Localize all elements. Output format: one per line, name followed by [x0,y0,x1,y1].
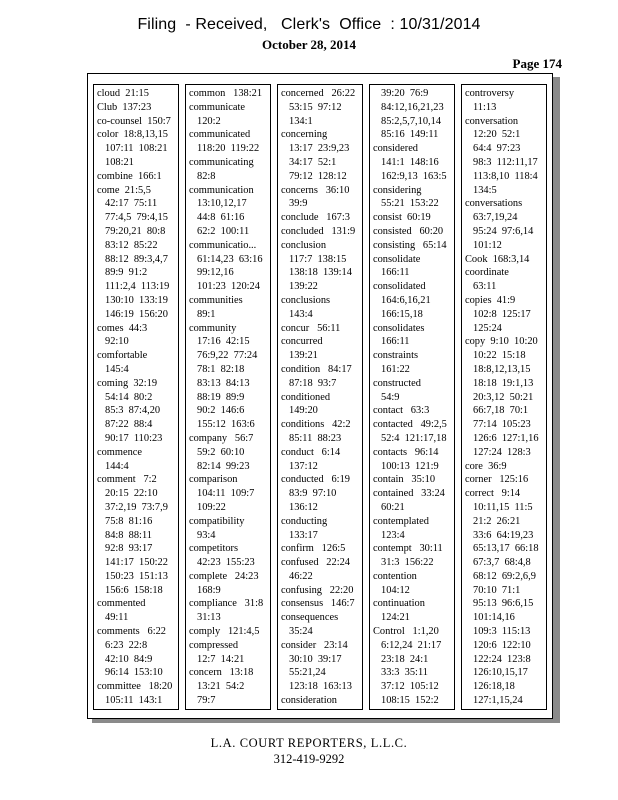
index-entry: consideration [281,695,337,707]
index-subentry: 65:13,17 66:18 [473,543,539,555]
index-entry: comes 44:3 [97,322,148,334]
index-subentry: 120:2 [197,115,221,127]
index-entry: conversations [465,198,523,210]
index-entry: consolidated [373,281,426,293]
index-subentry: 79:7 [197,695,216,707]
index-subentry: 55:21,24 [289,667,326,679]
index-entry: considered [373,143,419,155]
index-subentry: 133:17 [289,529,318,541]
index-subentry: 49:11 [105,612,129,624]
index-subentry: 143:4 [289,308,313,320]
index-entry: contacts 96:14 [373,446,439,458]
index-subentry: 12:7 14:21 [197,653,245,665]
index-entry: consensus 146:7 [281,598,355,610]
index-entry: Club 137:23 [97,101,152,113]
index-column-1 [93,84,179,710]
index-subentry: 54:9 [381,391,400,403]
index-subentry: 61:14,23 63:16 [197,253,263,265]
index-subentry: 68:12 69:2,6,9 [473,570,536,582]
index-subentry: 63:7,19,24 [473,212,518,224]
index-subentry: 46:22 [289,570,313,582]
index-subentry: 145:4 [105,363,129,375]
index-subentry: 67:3,7 68:4,8 [473,557,531,569]
index-entry: coming 32:19 [97,377,158,389]
index-subentry: 124:21 [381,612,410,624]
index-entry: conditioned [281,391,331,403]
index-entry: conducted 6:19 [281,474,350,486]
index-subentry: 123:18 163:13 [289,681,352,693]
index-subentry: 77:4,5 79:4,15 [105,212,168,224]
index-entry: communities [189,294,243,306]
index-entry: contained 33:24 [373,488,445,500]
index-subentry: 87:22 88:4 [105,419,153,431]
index-subentry: 96:14 153:10 [105,667,163,679]
index-subentry: 84:12,16,21,23 [381,101,444,113]
index-subentry: 30:10 39:17 [289,653,342,665]
index-subentry: 44:8 61:16 [197,212,245,224]
index-subentry: 134:5 [473,184,497,196]
index-entry: confirm 126:5 [281,543,346,555]
index-subentry: 141:17 150:22 [105,557,168,569]
index-entry: consisting 65:14 [373,239,447,251]
index-subentry: 21:2 26:21 [473,515,521,527]
index-subentry: 42:23 155:23 [197,557,255,569]
index-subentry: 31:13 [197,612,221,624]
index-subentry: 156:6 158:18 [105,584,163,596]
index-entry: constructed [373,377,421,389]
index-column-3 [277,84,363,710]
index-subentry: 101:23 120:24 [197,281,260,293]
index-subentry: 39:20 76:9 [381,88,429,99]
index-entry: conduct 6:14 [281,446,341,458]
index-entry: comfortable [97,350,148,362]
index-entry: compliance 31:8 [189,598,264,610]
index-entry: conversation [465,115,519,127]
index-entry: company 56:7 [189,432,254,444]
index-subentry: 33:3 35:11 [381,667,428,679]
index-subentry: 92:10 [105,336,129,348]
index-subentry: 146:19 156:20 [105,308,168,320]
index-subentry: 20:15 22:10 [105,488,158,500]
index-subentry: 76:9,22 77:24 [197,350,258,362]
court-reporter-phone: 312-419-9292 [273,752,345,766]
index-subentry: 85:2,5,7,10,14 [381,115,442,127]
index-subentry: 108:15 152:2 [381,695,439,707]
index-entry: condition 84:17 [281,363,352,375]
index-subentry: 18:18 19:1,13 [473,377,534,389]
index-entry: conclude 167:3 [281,212,350,224]
index-subentry: 107:11 108:21 [105,143,168,155]
index-subentry: 108:21 [105,156,134,168]
index-subentry: 34:17 52:1 [289,156,337,168]
index-entry: copy 9:10 10:20 [465,336,538,348]
index-subentry: 54:14 80:2 [105,391,153,403]
index-subentry: 104:11 109:7 [197,488,255,500]
index-subentry: 53:15 97:12 [289,101,342,113]
index-subentry: 85:16 149:11 [381,129,439,141]
index-subentry: 20:3,12 50:21 [473,391,534,403]
index-entry: core 36:9 [465,460,507,472]
index-subentry: 88:19 89:9 [197,391,245,403]
index-entry: concur 56:11 [281,322,341,334]
index-entry: complete 24:23 [189,570,259,582]
index-column-2 [185,84,271,710]
filing-stamp: Filing - Received, Clerk's Office : 10/31/2014 [137,16,481,33]
index-subentry: 144:4 [105,460,129,472]
index-subentry: 127:24 128:3 [473,446,531,458]
index-subentry: 138:18 139:14 [289,267,352,279]
index-subentry: 11:13 [473,101,497,113]
index-subentry: 155:12 163:6 [197,419,255,431]
document-date: October 28, 2014 [262,37,356,52]
index-entry: contemplated [373,515,429,527]
index-subentry: 10:22 15:18 [473,350,526,362]
index-entry: commented [97,598,146,610]
index-subentry: 109:3 115:13 [473,626,531,638]
index-entry: consider 23:14 [281,639,348,651]
index-subentry: 78:1 82:18 [197,363,245,375]
index-subentry: 126:18,18 [473,681,515,693]
index-subentry: 168:9 [197,584,221,596]
index-subentry: 123:4 [381,529,405,541]
index-subentry: 104:12 [381,584,410,596]
index-subentry: 89:1 [197,308,216,320]
index-subentry: 82:8 [197,170,216,182]
index-subentry: 134:1 [289,115,313,127]
index-entry: confusing 22:20 [281,584,354,596]
index-subentry: 77:14 105:23 [473,419,531,431]
index-subentry: 75:8 81:16 [105,515,153,527]
index-subentry: 136:12 [289,501,318,513]
index-subentry: 23:18 24:1 [381,653,429,665]
index-entry: concerned 26:22 [281,88,356,99]
index-subentry: 84:8 88:11 [105,529,152,541]
index-entry: conducting [281,515,328,527]
index-entry: consisted 60:20 [373,225,444,237]
index-entry: contact 63:3 [373,405,430,417]
index-column-4 [369,84,455,710]
index-subentry: 85:11 88:23 [289,432,342,444]
index-entry: communication [189,184,254,196]
index-entry: conclusions [281,294,331,306]
index-subentry: 63:11 [473,281,497,293]
index-box [87,73,553,719]
index-subentry: 6:12,24 21:17 [381,639,442,651]
index-subentry: 101:14,16 [473,612,515,624]
index-entry: compressed [189,639,239,651]
index-subentry: 83:12 85:22 [105,239,158,251]
index-subentry: 126:10,15,17 [473,667,528,679]
index-subentry: 113:8,10 118:4 [473,170,538,182]
index-subentry: 111:2,4 113:19 [105,281,170,293]
index-subentry: 127:1,15,24 [473,695,523,707]
index-entry: copies 41:9 [465,294,516,306]
index-entry: color 18:8,13,15 [97,129,168,141]
index-entry: compatibility [189,515,245,527]
index-entry: continuation [373,598,425,610]
index-subentry: 122:24 123:8 [473,653,531,665]
index-subentry: 13:17 23:9,23 [289,143,350,155]
index-subentry: 150:23 151:13 [105,570,168,582]
index-subentry: 92:8 93:17 [105,543,153,555]
index-subentry: 10:11,15 11:5 [473,501,533,513]
index-subentry: 89:9 91:2 [105,267,148,279]
index-entry: communicate [189,101,245,113]
index-subentry: 139:21 [289,350,318,362]
index-subentry: 166:15,18 [381,308,423,320]
index-subentry: 137:12 [289,460,318,472]
index-subentry: 33:6 64:19,23 [473,529,534,541]
index-subentry: 141:1 148:16 [381,156,439,168]
index-subentry: 100:13 121:9 [381,460,439,472]
index-entry: common 138:21 [189,88,263,99]
index-subentry: 64:4 97:23 [473,143,521,155]
index-entry: communicated [189,129,251,141]
index-entry: consolidate [373,253,421,265]
index-subentry: 83:13 84:13 [197,377,250,389]
index-entry: Cook 168:3,14 [465,253,530,265]
index-entry: Control 1:1,20 [373,626,439,638]
index-subentry: 98:3 112:11,17 [473,156,538,168]
court-reporter-name: L.A. COURT REPORTERS, L.L.C. [210,736,408,750]
index-subentry: 130:10 133:19 [105,294,168,306]
index-subentry: 66:7,18 70:1 [473,405,529,417]
index-entry: constraints [373,350,419,362]
index-entry: comply 121:4,5 [189,626,260,638]
index-entry: concerns 36:10 [281,184,350,196]
index-subentry: 93:4 [197,529,216,541]
index-entry: communicating [189,156,254,168]
index-subentry: 31:3 156:22 [381,557,434,569]
index-subentry: 83:9 97:10 [289,488,337,500]
index-subentry: 52:4 121:17,18 [381,432,447,444]
index-subentry: 82:14 99:23 [197,460,250,472]
index-subentry: 35:24 [289,626,313,638]
index-subentry: 70:10 71:1 [473,584,521,596]
index-subentry: 18:8,12,13,15 [473,363,531,375]
index-entry: consequences [281,612,339,624]
index-entry: conditions 42:2 [281,419,351,431]
index-subentry: 162:9,13 163:5 [381,170,447,182]
index-subentry: 42:10 84:9 [105,653,153,665]
index-entry: confused 22:24 [281,557,350,569]
index-subentry: 102:8 125:17 [473,308,531,320]
index-subentry: 39:9 [289,198,308,210]
index-entry: correct 9:14 [465,488,521,500]
index-entry: consolidates [373,322,425,334]
index-subentry: 95:13 96:6,15 [473,598,534,610]
index-entry: commence [97,446,143,458]
index-subentry: 37:2,19 73:7,9 [105,501,168,513]
index-subentry: 126:6 127:1,16 [473,432,539,444]
index-subentry: 166:11 [381,336,410,348]
index-subentry: 90:2 146:6 [197,405,245,417]
index-subentry: 79:12 128:12 [289,170,347,182]
index-subentry: 79:20,21 80:8 [105,225,166,237]
index-subentry: 139:22 [289,281,318,293]
index-subentry: 59:2 60:10 [197,446,245,458]
index-entry: controversy [465,88,515,99]
index-entry: competitors [189,543,239,555]
index-subentry: 166:11 [381,267,410,279]
index-subentry: 95:24 97:6,14 [473,225,534,237]
index-entry: comparison [189,474,238,486]
page-number: Page 174 [512,56,562,71]
index-subentry: 120:6 122:10 [473,639,531,651]
index-entry: communicatio... [189,239,257,251]
index-entry: conclusion [281,239,327,251]
index-subentry: 55:21 153:22 [381,198,439,210]
index-entry: corner 125:16 [465,474,529,486]
index-subentry: 62:2 100:11 [197,225,250,237]
index-subentry: 88:12 89:3,4,7 [105,253,168,265]
index-entry: committee 18:20 [97,681,173,693]
index-subentry: 13:21 54:2 [197,681,245,693]
index-entry: combine 166:1 [97,170,162,182]
index-subentry: 99:12,16 [197,267,234,279]
index-entry: contempt 30:11 [373,543,443,555]
index-subentry: 101:12 [473,239,502,251]
index-entry: co-counsel 150:7 [97,115,171,127]
index-entry: contain 35:10 [373,474,436,486]
index-entry: concurred [281,336,323,348]
index-entry: coordinate [465,267,509,279]
index-subentry: 161:22 [381,363,410,375]
index-subentry: 12:20 52:1 [473,129,521,141]
index-subentry: 109:22 [197,501,226,513]
index-entry: contention [373,570,417,582]
index-subentry: 149:20 [289,405,318,417]
index-entry: community [189,322,237,334]
index-entry: concluded 131:9 [281,225,356,237]
index-entry: concerning [281,129,328,141]
index-subentry: 85:3 87:4,20 [105,405,161,417]
index-subentry: 37:12 105:12 [381,681,439,693]
index-subentry: 13:10,12,17 [197,198,247,210]
index-subentry: 42:17 75:11 [105,198,158,210]
index-entry: comment 7:2 [97,474,157,486]
index-entry: comments 6:22 [97,626,166,638]
index-subentry: 164:6,16,21 [381,294,431,306]
index-subentry: 90:17 110:23 [105,432,163,444]
index-entry: contacted 49:2,5 [373,419,447,431]
index-subentry: 6:23 22:8 [105,639,148,651]
index-subentry: 17:16 42:15 [197,336,250,348]
index-column-5 [461,84,547,710]
index-subentry: 117:7 138:15 [289,253,347,265]
index-entry: consist 60:19 [373,212,431,224]
index-subentry: 60:21 [381,501,405,513]
index-entry: considering [373,184,422,196]
index-subentry: 105:11 143:1 [105,695,163,707]
index-subentry: 118:20 119:22 [197,143,260,155]
index-subentry: 125:24 [473,322,502,334]
index-entry: come 21:5,5 [97,184,151,196]
index-subentry: 87:18 93:7 [289,377,337,389]
index-entry: cloud 21:15 [97,88,149,99]
index-entry: concern 13:18 [189,667,254,679]
